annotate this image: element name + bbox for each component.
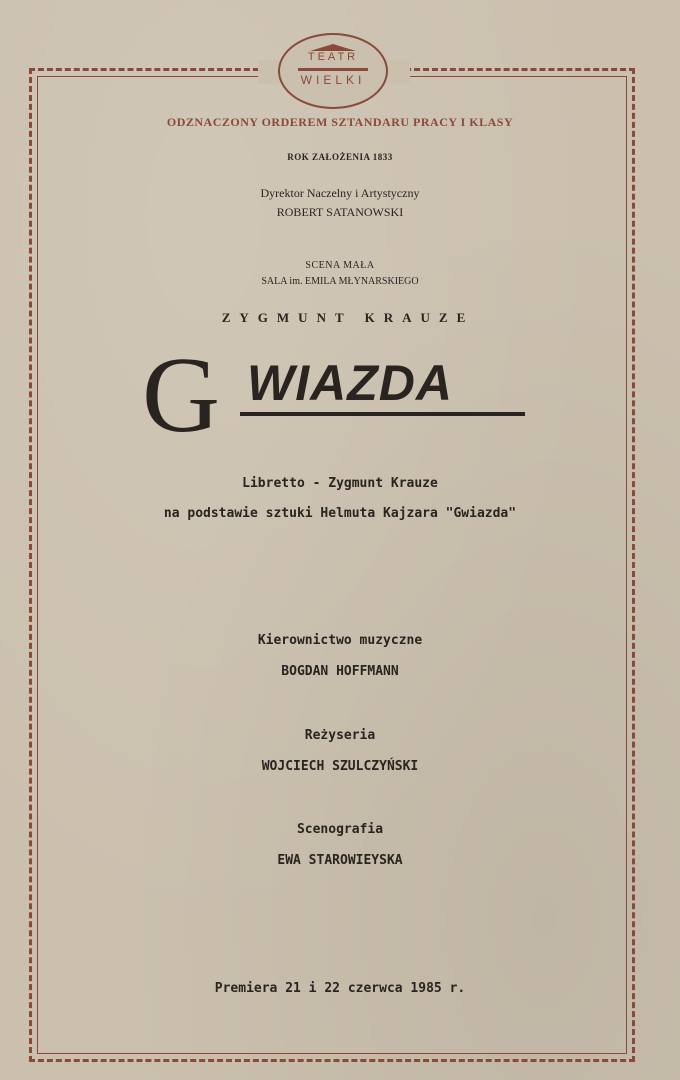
logo-roof-icon — [310, 44, 356, 51]
scenography-label: Scenografia — [296, 822, 384, 837]
founded-line: ROK ZAŁOŻENIA 1833 — [287, 152, 393, 162]
scenography-name: EWA STAROWIEYSKA — [277, 853, 403, 868]
title-initial: G — [142, 336, 220, 455]
hall-name: SALA im. EMILA MŁYNARSKIEGO — [261, 276, 419, 287]
libretto-line: Libretto - Zygmunt Krauze — [242, 476, 438, 491]
direction-name: WOJCIECH SZULCZYŃSKI — [261, 759, 419, 774]
premiere-line: Premiera 21 i 22 czerwca 1985 r. — [214, 981, 466, 996]
music-direction-label: Kierownictwo muzyczne — [257, 633, 423, 648]
direction-label: Reżyseria — [304, 728, 376, 743]
director-name: ROBERT SATANOWSKI — [276, 205, 404, 219]
decorative-frame-inner — [37, 76, 627, 1054]
theatre-logo — [278, 33, 388, 109]
director-role: Dyrektor Naczelny i Artystyczny — [260, 186, 420, 200]
title-rest: WIAZDA — [247, 355, 453, 411]
title — [142, 336, 542, 458]
source-line: na podstawie sztuki Helmuta Kajzara "Gwiazda" — [163, 506, 517, 521]
logo-bar — [298, 68, 368, 71]
order-line: ODZNACZONY ORDEREM SZTANDARU PRACY I KLASY — [166, 115, 514, 129]
logo-bottom-text: WIELKI — [300, 73, 366, 87]
stage-name: SCENA MAŁA — [305, 260, 375, 271]
title-underline — [240, 412, 525, 416]
logo-top-text: TEATR — [307, 51, 359, 63]
music-direction-name: BOGDAN HOFFMANN — [281, 664, 399, 679]
composer-name: ZYGMUNT KRAUZE — [221, 310, 475, 325]
